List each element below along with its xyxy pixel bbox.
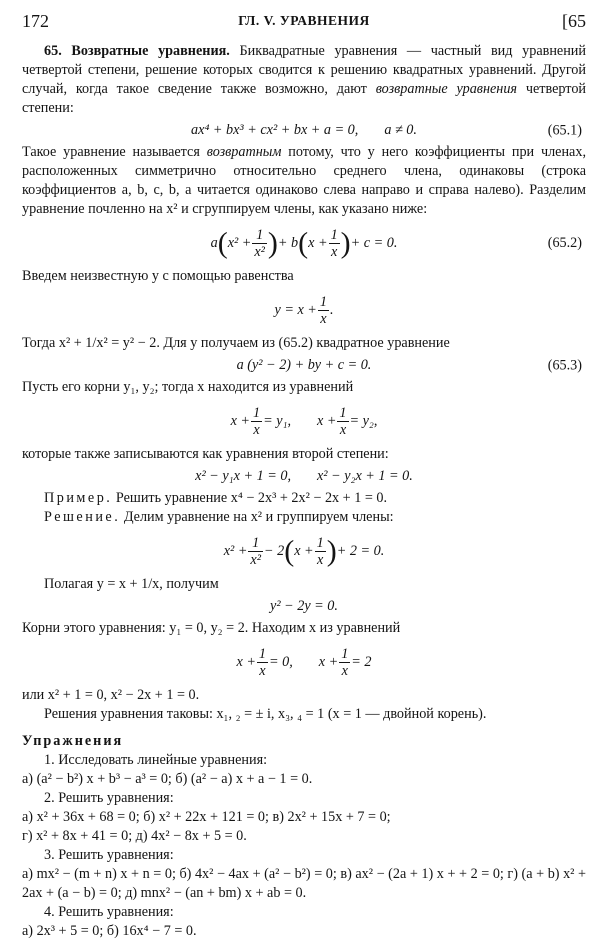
exercise-4-items: а) 2x³ + 5 = 0; б) 16x⁴ − 7 = 0. — [22, 923, 197, 939]
section-mark: [65 — [562, 11, 586, 31]
chapter-title: ГЛ. V. УРАВНЕНИЯ — [238, 13, 370, 28]
equation-find-x: x + $\frac{1}{x}$ = 0, x + $\frac{1}{x}$ = 2 — [236, 646, 372, 680]
equation-roots: x + $\frac{1}{x}$ = y₁, x + $\frac{1}{x}$ = y₂, — [230, 405, 378, 439]
fraction: $\frac{1}{x}$ — [316, 535, 324, 569]
fraction: $\frac{1}{x}$ — [339, 405, 347, 439]
page-number: 172 — [22, 11, 49, 31]
equation-number: (65.2) — [547, 235, 582, 251]
fraction: $\frac{1}{x}$ — [258, 646, 266, 680]
exercise-1-items: а) (a² − b²) x + b³ − a³ = 0; б) (a² − a) x + a − 1 = 0. — [22, 771, 313, 787]
equation-y-def: y = x + $\frac{1}{x}$ . — [274, 294, 334, 328]
text-line: которые также записываются как уравнения второй степени: — [22, 446, 389, 462]
example-label: Пример. — [44, 490, 113, 506]
equation-number: (65.3) — [547, 357, 582, 373]
text-line: Полагая y = x + 1/x, получим — [44, 576, 219, 592]
text-line: Корни этого уравнения: y₁ = 0, y₂ = 2. Находим x из уравнений — [22, 620, 401, 636]
example-line: Пример. Решить уравнение x⁴ − 2x³ + 2x² − 2x + 1 = 0. — [44, 490, 388, 506]
fraction: $\frac{1}{x}$ — [341, 646, 349, 680]
exercise-2-items: а) x² + 36x + 68 = 0; б) x² + 22x + 121 = 0; в) 2x² + 15x + 7 = 0; — [22, 809, 391, 825]
exercise-2-items-cont: г) x² + 8x + 41 = 0; д) 4x² − 8x + 5 = 0. — [22, 828, 247, 844]
text-line: Введем неизвестную y с помощью равенства — [22, 268, 294, 284]
text-line: или x² + 1 = 0, x² − 2x + 1 = 0. — [22, 687, 200, 703]
running-header — [22, 9, 586, 33]
equation-solution: x² + $\frac{1}{\text{x²}}$ − 2(x + $\frac{1}{x}$ )+ 2 = 0. — [223, 534, 385, 569]
text-line: Решения уравнения таковы: x₁, ₂ = ± i, x₃, ₄ = 1 (x = 1 — двойной корень). — [44, 706, 487, 722]
equation-65-3: a (y² − 2) + by + c = 0. (65.3) — [236, 357, 582, 373]
exercises-heading: Упражнения — [22, 733, 124, 749]
section-heading: 65. Возвратные уравнения. — [44, 43, 230, 59]
equation-number: (65.1) — [547, 122, 582, 138]
fraction: $\frac{1}{x}$ — [330, 227, 338, 261]
page-content — [22, 42, 586, 941]
exercise-3-items: а) mx² − (m + n) x + n = 0; б) 4x² − 4ax + (a² − b²) = 0; в) ax² − (2a + 1) x + + 2 = 0; г) (a + b) x² + 2ax + (a − b) = 0; д) mnx² − (an + bm) x + ab = 0. — [22, 866, 586, 901]
text-line: Тогда x² + 1/x² = y² − 2. Для y получаем из (65.2) квадратное уравнение — [22, 335, 450, 351]
fraction: $\frac{1}{x}$ — [319, 294, 327, 328]
equation-quadratics: x² − y₁x + 1 = 0, x² − y₂x + 1 = 0. — [195, 468, 413, 484]
definition-paragraph: Такое уравнение называется возвратным потому, что у него коэффициенты при членах, расположенных симметрично относительно среднего члена, одинаковы (строка коэффициентов a, b, c, b, a читается одинаково слева направо и справа налево). Разделим уравнение почленно на x² и сгруппируем члены, как указано ниже: — [22, 144, 586, 217]
exercise-3: 3. Решить уравнения: — [44, 847, 174, 863]
solution-line: Решение. Делим уравнение на x² и группируем члены: — [44, 509, 394, 525]
equation-65-2: a(x² + $\frac{1}{\text{x²}}$ )+ b(x + $\frac{1}{x}$ )+ c = 0. (65.2) — [22, 222, 586, 264]
exercise-4: 4. Решить уравнения: — [44, 904, 174, 920]
equation-y-quadratic: y² − 2y = 0. — [270, 598, 338, 614]
fraction: $\frac{1}{x}$ — [253, 405, 261, 439]
exercise-1: 1. Исследовать линейные уравнения: — [44, 752, 268, 768]
text-line: Пусть его корни y₁, y₂; тогда x находится из уравнений — [22, 379, 354, 395]
exercise-2: 2. Решить уравнения: — [44, 790, 174, 806]
equation-65-1: ax⁴ + bx³ + cx² + bx + a = 0, a ≠ 0. (65.1) — [191, 122, 582, 138]
solution-label: Решение. — [44, 509, 121, 525]
fraction: $\frac{1}{\text{x²}}$ — [254, 227, 265, 261]
fraction: $\frac{1}{\text{x²}}$ — [250, 535, 261, 569]
intro-paragraph: 65. Возвратные уравнения. Биквадратные уравнения — частный вид уравнений четвертой степени, решение которых сводится к решению квадратных уравнений. Другой случай, когда такое сведение также возможно, дают возвратные уравнения четвертой степени: — [22, 43, 587, 116]
